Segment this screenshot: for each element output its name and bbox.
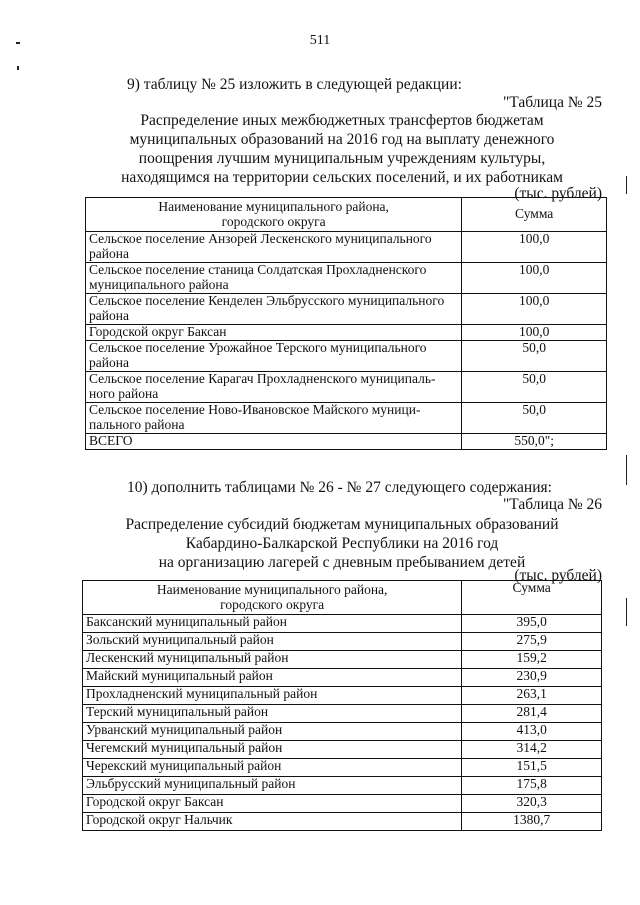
row-name: Терский муниципальный район [83, 705, 462, 723]
table-row [83, 651, 602, 669]
item9-intro: 9) таблицу № 25 изложить в следующей редакции: [127, 76, 462, 93]
table-row [83, 669, 602, 687]
row-sum: 175,8 [462, 777, 602, 795]
row-name: Городской округ Баксан [83, 795, 462, 813]
row-sum: 281,4 [462, 705, 602, 723]
table-row [83, 813, 602, 831]
row-name: Чегемский муниципальный район [83, 741, 462, 759]
table-row [86, 263, 607, 294]
table-row [83, 795, 602, 813]
table-row [83, 633, 602, 651]
table-row [86, 372, 607, 403]
item10-intro: 10) дополнить таблицами № 26 - № 27 следующего содержания: [127, 479, 552, 496]
header-name: Наименование муниципального района, городского округа [83, 581, 462, 615]
item10-title [82, 515, 602, 572]
title-line: находящимся на территории сельских поселений, и их работникам [121, 169, 563, 186]
row-name: Городской округ Нальчик [83, 813, 462, 831]
row-name: Прохладненский муниципальный район [83, 687, 462, 705]
header-name: Наименование муниципального района, городского округа [86, 198, 462, 232]
row-name: Баксанский муниципальный район [83, 615, 462, 633]
row-name: Сельское поселение Ново-Ивановское Майского муници-пального района [86, 403, 462, 434]
table-row [86, 325, 607, 341]
row-sum: 100,0 [462, 294, 607, 325]
row-name: Урванский муниципальный район [83, 723, 462, 741]
row-name: Эльбрусский муниципальный район [83, 777, 462, 795]
item9-title [82, 111, 602, 187]
table-header-row [83, 581, 602, 615]
row-sum: 50,0 [462, 341, 607, 372]
row-name: Зольский муниципальный район [83, 633, 462, 651]
row-sum: 159,2 [462, 651, 602, 669]
item9-table [85, 197, 607, 450]
scan-mark [17, 66, 19, 70]
row-sum: 1380,7 [462, 813, 602, 831]
scan-mark [626, 598, 627, 626]
item9-table-label: "Таблица № 25 [502, 94, 602, 111]
row-sum: 395,0 [462, 615, 602, 633]
table-row [86, 434, 607, 450]
title-line: Кабардино-Балкарской Республики на 2016 год [185, 535, 499, 552]
title-line: Распределение субсидий бюджетам муниципальных образований [125, 516, 559, 533]
table-row [83, 759, 602, 777]
page-number: 511 [309, 33, 331, 48]
row-name: Сельское поселение Кенделен Эльбрусского муниципального района [86, 294, 462, 325]
scan-mark [626, 176, 627, 194]
title-line: на организацию лагерей с дневным пребыванием детей [158, 554, 526, 571]
item10-table [82, 580, 602, 831]
row-name: Сельское поселение станица Солдатская Прохладненского муниципального района [86, 263, 462, 294]
header-sum: Сумма [462, 198, 607, 232]
row-sum: 320,3 [462, 795, 602, 813]
item10-table-label: "Таблица № 26 [502, 496, 602, 513]
row-sum: 550,0"; [462, 434, 607, 450]
table-row [86, 232, 607, 263]
row-sum: 151,5 [462, 759, 602, 777]
row-sum: 314,2 [462, 741, 602, 759]
header-sum: Сумма [462, 581, 602, 615]
row-sum: 275,9 [462, 633, 602, 651]
table-row [83, 705, 602, 723]
row-name: Сельское поселение Урожайное Терского муниципального района [86, 341, 462, 372]
item9-unit: (тыс. рублей) [514, 185, 602, 202]
row-name: Черекский муниципальный район [83, 759, 462, 777]
row-name: Сельское поселение Анзорей Лескенского муниципального района [86, 232, 462, 263]
row-name: Городской округ Баксан [86, 325, 462, 341]
title-line: муниципальных образований на 2016 год на выплату денежного [129, 131, 555, 148]
row-name: Сельское поселение Карагач Прохладненского муниципаль-ного района [86, 372, 462, 403]
table-row [83, 741, 602, 759]
row-sum: 230,9 [462, 669, 602, 687]
row-sum: 50,0 [462, 372, 607, 403]
row-sum: 50,0 [462, 403, 607, 434]
table-row [83, 777, 602, 795]
row-sum: 413,0 [462, 723, 602, 741]
row-name: Майский муниципальный район [83, 669, 462, 687]
item10-unit: (тыс. рублей) [514, 567, 602, 584]
row-sum: 263,1 [462, 687, 602, 705]
row-sum: 100,0 [462, 325, 607, 341]
table-row [86, 403, 607, 434]
title-line: Распределение иных межбюджетных трансфертов бюджетам [140, 112, 544, 129]
table-row [86, 294, 607, 325]
row-name: Лескенский муниципальный район [83, 651, 462, 669]
table-header-row [86, 198, 607, 232]
table-row [83, 687, 602, 705]
row-sum: 100,0 [462, 263, 607, 294]
table-row [83, 615, 602, 633]
table-row [83, 723, 602, 741]
table-row [86, 341, 607, 372]
title-line: поощрения лучшим муниципальным учреждениям культуры, [138, 150, 546, 167]
row-name: ВСЕГО [86, 434, 462, 450]
row-sum: 100,0 [462, 232, 607, 263]
scan-mark [626, 455, 627, 485]
